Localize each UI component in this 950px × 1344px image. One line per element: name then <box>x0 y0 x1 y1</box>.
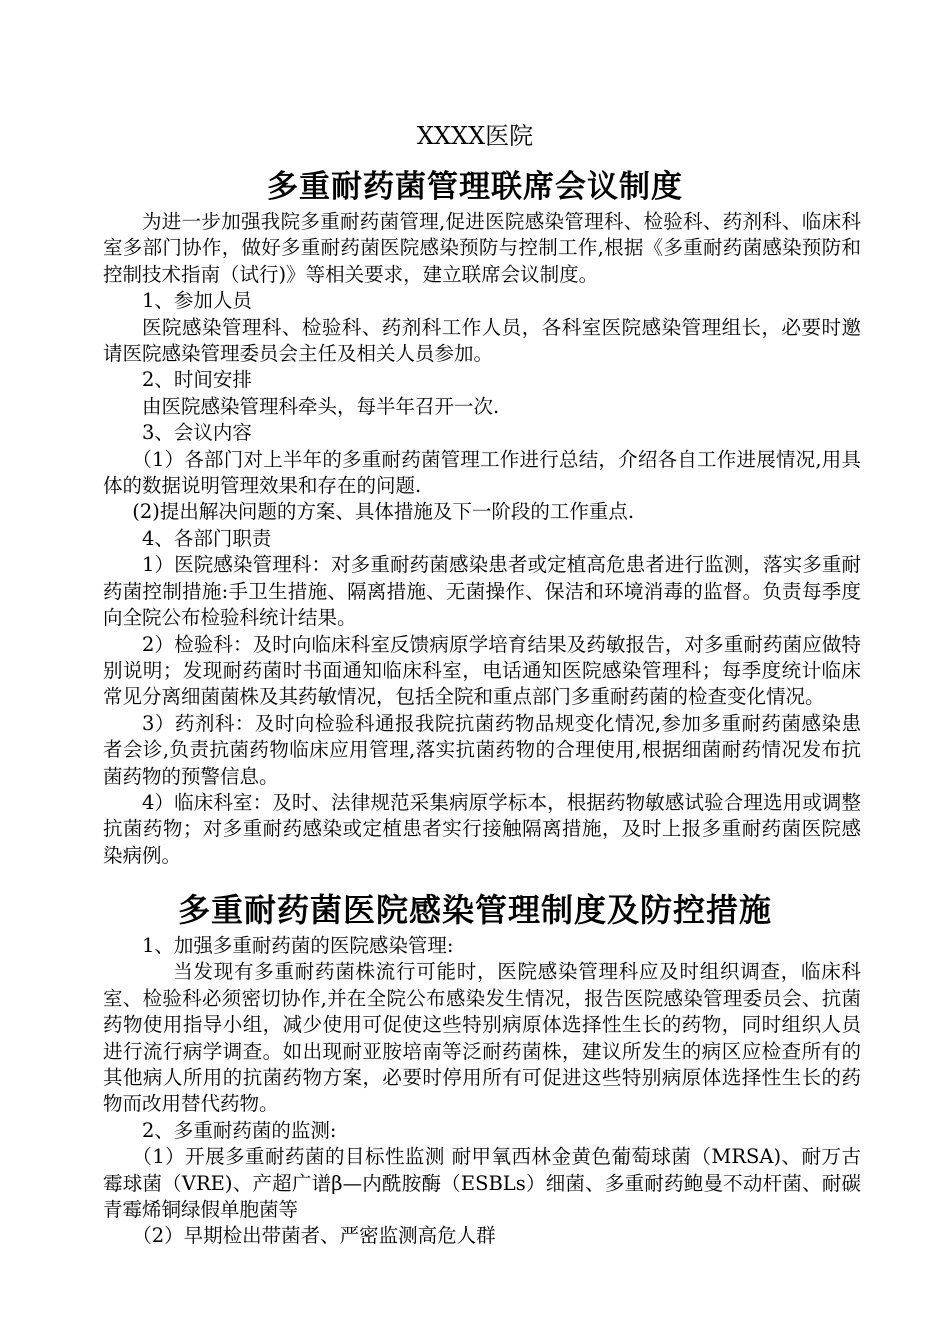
hospital-name: XXXX医院 <box>416 122 534 150</box>
intro-paragraph: 为进一步加强我院多重耐药菌管理,促进医院感染管理科、检验科、药剂科、临床科室多部门协作，做好多重耐药菌医院感染预防与控制工作,根据《多重耐药菌感染预防和控制技术指南（试行)》等相关要求，建立联席会议制度。 <box>103 210 861 286</box>
heading-monitoring: 2、多重耐药菌的监测: <box>142 1118 337 1142</box>
paragraph-meeting-content-1: （1）各部门对上半年的多重耐药菌管理工作进行总结，介绍各自工作进展情况,用具体的数据说明管理效果和存在的问题. <box>103 447 861 498</box>
document-title-2: 多重耐药菌医院感染管理制度及防控措施 <box>177 891 772 929</box>
paragraph-duty-clinical: 4）临床科室：及时、法律规范采集病原学标本，根据药物敏感试验合理选用或调整抗菌药物；对多重耐药感染或定植患者实行接触隔离措施，及时上报多重耐药菌医院感染病例。 <box>103 790 861 867</box>
paragraph-strengthen-management: 当发现有多重耐药菌株流行可能时，医院感染管理科应及时组织调查，临床科室、检验科必须密切协作,并在全院公布感染发生情况，报告医院感染管理委员会、抗菌药物使用指导小组，减少使用可促使这些特别病原体选择性生长的药物，同时组织人员进行流行病学调查。如出现耐亚胺培南等泛耐药菌株，建议所发生的病区应检查所有的其他病人所用的抗菌药物方案，必要时停用所有可促进这些特别病原体选择性生长的药物而改用替代药物。 <box>103 960 861 1116</box>
heading-meeting-content: 3、会议内容 <box>142 421 252 445</box>
paragraph-duty-infection-control: 1）医院感染管理科：对多重耐药菌感染患者或定植高危患者进行监测，落实多重耐药菌控制措施:手卫生措施、隔离措施、无菌操作、保洁和环境消毒的监督。负责每季度向全院公布检验科统计结果。 <box>103 553 861 630</box>
paragraph-participants: 医院感染管理科、检验科、药剂科工作人员，各科室医院感染管理组长，必要时邀请医院感染管理委员会主任及相关人员参加。 <box>103 315 861 366</box>
heading-strengthen-management: 1、加强多重耐药菌的医院感染管理: <box>142 934 454 957</box>
heading-duties: 4、各部门职责 <box>142 526 272 550</box>
paragraph-duty-laboratory: 2）检验科：及时向临床科室反馈病原学培育结果及药敏报告，对多重耐药菌应做特别说明；发现耐药菌时书面通知临床科室，电话通知医院感染管理科；每季度统计临床常见分离细菌菌株及其药敏情况，包括全院和重点部门多重耐药菌的检查变化情况。 <box>103 632 861 709</box>
heading-participants: 1、参加人员 <box>142 289 252 313</box>
paragraph-schedule: 由医院感染管理科牵头，每半年召开一次. <box>142 394 500 418</box>
section-1-body <box>103 209 861 869</box>
paragraph-monitoring-2: （2）早期检出带菌者、严密监测高危人群 <box>132 1224 496 1248</box>
paragraph-meeting-content-2: (2)提出解决问题的方案、具体措施及下一阶段的工作重点. <box>132 500 635 524</box>
paragraph-duty-pharmacy: 3）药剂科：及时向检验科通报我院抗菌药物品规变化情况,参加多重耐药菌感染患者会诊,负责抗菌药物临床应用管理,落实抗菌药物的合理使用,根据细菌耐药情况发布抗菌药物的预警信息。 <box>103 711 861 788</box>
section-2-body <box>103 933 861 1250</box>
paragraph-monitoring-1: （1）开展多重耐药菌的目标性监测 耐甲氧西林金黄色葡萄球菌（MRSA)、耐万古霉球菌（VRE)、产超广谱β—内酰胺酶（ESBLs）细菌、多重耐药鲍曼不动杆菌、耐碳青霉烯铜绿假单胞菌等 <box>103 1145 861 1222</box>
document-title-1: 多重耐药菌管理联席会议制度 <box>267 169 683 205</box>
heading-schedule: 2、时间安排 <box>142 368 252 392</box>
